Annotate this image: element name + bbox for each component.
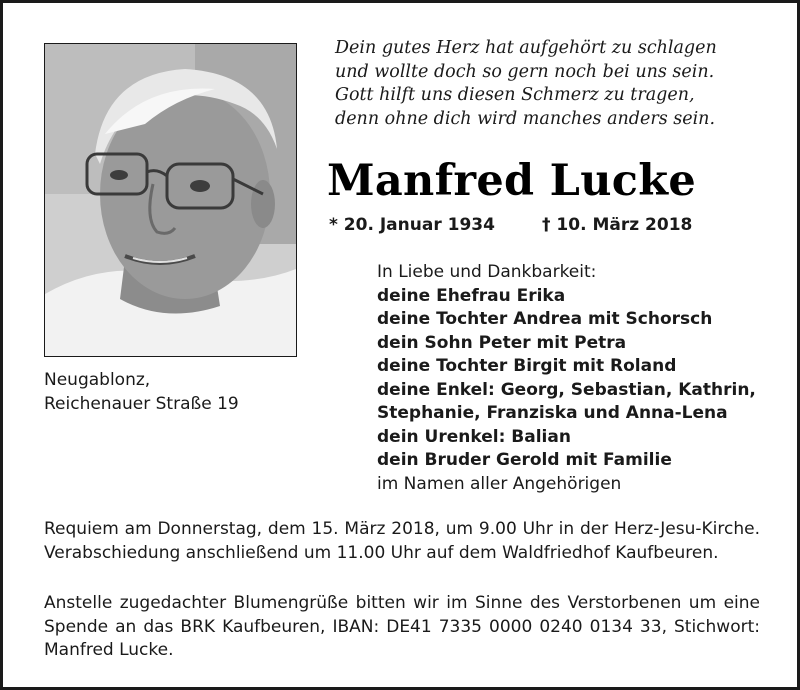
portrait-photo — [44, 43, 297, 357]
address — [44, 369, 324, 416]
mourners-list — [377, 261, 787, 496]
donation-info: Anstelle zugedachter Blumengrüße bitten wir im Sinne des Verstorbenen um eine Spende an das BRK Kaufbeuren, IBAN: DE41 7335 0000 0240 0134 33, Stichwort: Manfred Lucke. — [44, 593, 760, 660]
birth-date: * 20. Januar 1934 — [329, 215, 495, 235]
poem-line: denn ohne dich wird manches anders sein. — [335, 108, 716, 129]
mourners-intro: In Liebe und Dankbarkeit: — [377, 262, 597, 282]
portrait-photo-icon — [45, 44, 296, 356]
mourner: Stephanie, Franziska und Anna-Lena — [377, 403, 728, 423]
service-info: Requiem am Donnerstag, dem 15. März 2018, um 9.00 Uhr in der Herz-Jesu-Kirche. Verabschiedung anschließend um 11.00 Uhr auf dem Waldfriedhof Kaufbeuren. — [44, 519, 760, 563]
mourner: deine Ehefrau Erika — [377, 285, 566, 306]
mourner: dein Sohn Peter mit Petra — [377, 332, 627, 353]
mourner: deine Tochter Andrea mit Schorsch — [377, 309, 713, 329]
death-date: † 10. März 2018 — [542, 215, 693, 235]
poem — [335, 37, 775, 131]
address-line: Reichenauer Straße 19 — [44, 393, 239, 414]
mourners-closing: im Namen aller Angehörigen — [377, 473, 622, 494]
mourner: deine Tochter Birgit mit Roland — [377, 356, 677, 376]
life-dates — [329, 213, 789, 237]
mourner: deine Enkel: Georg, Sebastian, Kathrin, — [377, 379, 756, 400]
deceased-name: Manfred Lucke — [327, 156, 697, 206]
mourner: dein Urenkel: Balian — [377, 426, 571, 447]
poem-line: Dein gutes Herz hat aufgehört zu schlagen — [335, 38, 717, 58]
address-line: Neugablonz, — [44, 370, 151, 390]
poem-line: und wollte doch so gern noch bei uns sein. — [335, 61, 715, 82]
poem-line: Gott hilft uns diesen Schmerz zu tragen, — [335, 85, 695, 105]
mourner: dein Bruder Gerold mit Familie — [377, 450, 672, 470]
